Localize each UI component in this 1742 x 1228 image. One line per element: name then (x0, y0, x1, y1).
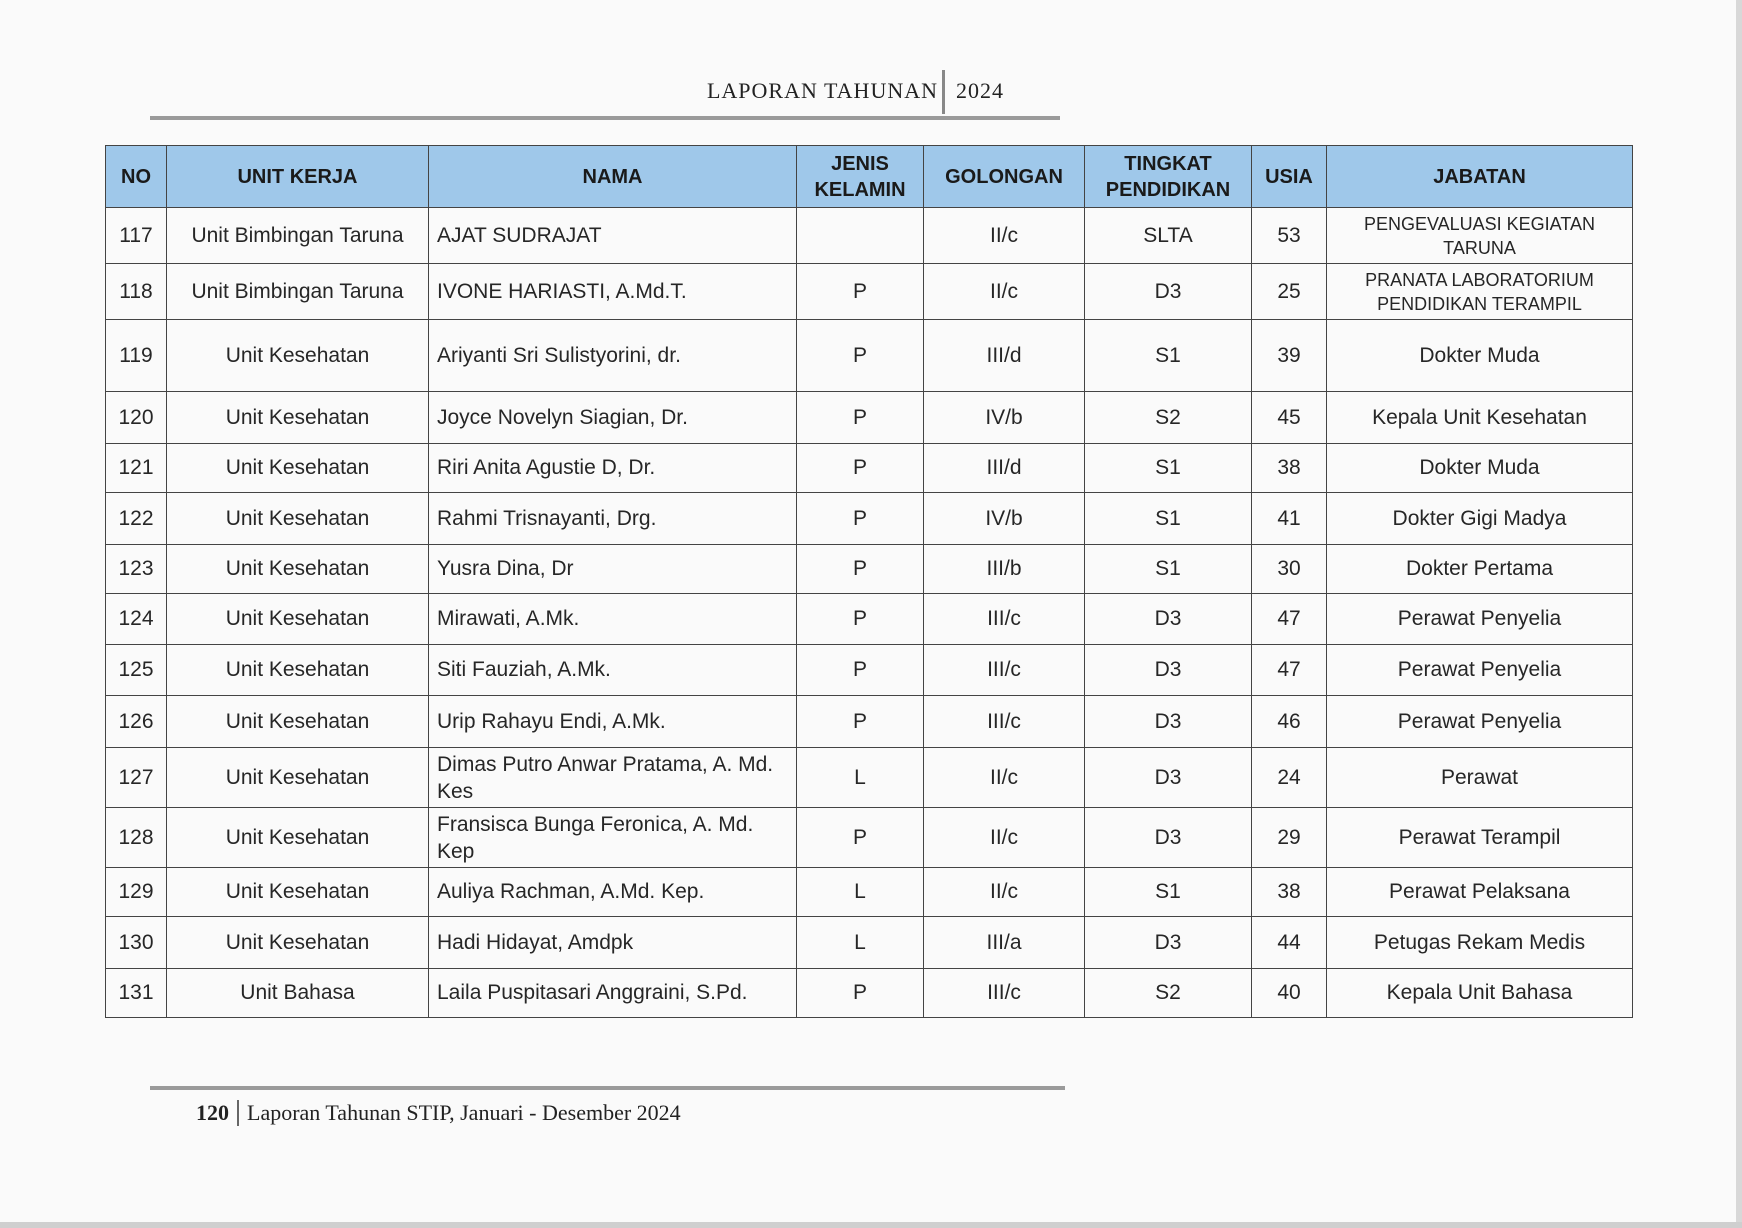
cell-jabatan: Perawat Penyelia (1327, 645, 1633, 696)
cell-jabatan: Perawat Penyelia (1327, 696, 1633, 748)
cell-nama: Laila Puspitasari Anggraini, S.Pd. (429, 969, 797, 1018)
cell-golongan: III/c (924, 645, 1085, 696)
cell-usia: 53 (1252, 208, 1327, 264)
cell-tingkat-pendidikan: D3 (1085, 594, 1252, 645)
table-row (106, 264, 1633, 320)
cell-no: 117 (106, 208, 167, 264)
footer-separator (237, 1100, 239, 1126)
column-header-usia: USIA (1252, 146, 1327, 208)
table-header-row (106, 146, 1633, 208)
column-header-jenis-kelamin: JENIS KELAMIN (797, 146, 924, 208)
cell-nama: Dimas Putro Anwar Pratama, A. Md. Kes (429, 748, 797, 808)
cell-golongan: III/c (924, 696, 1085, 748)
cell-tingkat-pendidikan: D3 (1085, 645, 1252, 696)
table-row (106, 868, 1633, 917)
table-row (106, 545, 1633, 594)
cell-usia: 30 (1252, 545, 1327, 594)
cell-golongan: III/b (924, 545, 1085, 594)
cell-unit-kerja: Unit Kesehatan (167, 808, 429, 868)
cell-unit-kerja: Unit Kesehatan (167, 320, 429, 392)
cell-jabatan: Perawat Pelaksana (1327, 868, 1633, 917)
cell-golongan: IV/b (924, 493, 1085, 545)
table-row (106, 748, 1633, 808)
cell-golongan: III/d (924, 320, 1085, 392)
cell-tingkat-pendidikan: S2 (1085, 969, 1252, 1018)
header-rule (150, 116, 1060, 120)
cell-jenis-kelamin (797, 208, 924, 264)
cell-usia: 39 (1252, 320, 1327, 392)
column-header-nama: NAMA (429, 146, 797, 208)
cell-jabatan: PRANATA LABORATORIUM PENDIDIKAN TERAMPIL (1327, 264, 1633, 320)
cell-no: 131 (106, 969, 167, 1018)
cell-nama: AJAT SUDRAJAT (429, 208, 797, 264)
cell-nama: Yusra Dina, Dr (429, 545, 797, 594)
cell-golongan: II/c (924, 208, 1085, 264)
cell-jenis-kelamin: L (797, 917, 924, 969)
cell-tingkat-pendidikan: S1 (1085, 444, 1252, 493)
cell-golongan: II/c (924, 264, 1085, 320)
column-header-unit-kerja: UNIT KERJA (167, 146, 429, 208)
cell-usia: 29 (1252, 808, 1327, 868)
table-row (106, 444, 1633, 493)
cell-usia: 45 (1252, 392, 1327, 444)
staff-table-wrapper (105, 145, 1632, 1018)
cell-no: 126 (106, 696, 167, 748)
cell-unit-kerja: Unit Kesehatan (167, 645, 429, 696)
cell-usia: 38 (1252, 868, 1327, 917)
cell-jabatan: Perawat (1327, 748, 1633, 808)
cell-usia: 25 (1252, 264, 1327, 320)
cell-jenis-kelamin: P (797, 696, 924, 748)
cell-nama: Siti Fauziah, A.Mk. (429, 645, 797, 696)
footer-page-number: 120 (196, 1100, 229, 1125)
cell-tingkat-pendidikan: S1 (1085, 320, 1252, 392)
cell-jabatan: PENGEVALUASI KEGIATAN TARUNA (1327, 208, 1633, 264)
cell-golongan: III/c (924, 594, 1085, 645)
cell-no: 122 (106, 493, 167, 545)
cell-unit-kerja: Unit Kesehatan (167, 917, 429, 969)
cell-jenis-kelamin: P (797, 594, 924, 645)
table-row (106, 969, 1633, 1018)
cell-nama: Hadi Hidayat, Amdpk (429, 917, 797, 969)
column-header-tingkat-pendidikan: TINGKAT PENDIDIKAN (1085, 146, 1252, 208)
cell-jenis-kelamin: P (797, 392, 924, 444)
cell-unit-kerja: Unit Kesehatan (167, 696, 429, 748)
cell-golongan: IV/b (924, 392, 1085, 444)
page-footer (150, 1086, 1065, 1126)
header-title: LAPORAN TAHUNAN (706, 78, 938, 103)
cell-no: 124 (106, 594, 167, 645)
scan-edge-right (1736, 0, 1742, 1228)
cell-golongan: II/c (924, 808, 1085, 868)
cell-tingkat-pendidikan: D3 (1085, 748, 1252, 808)
table-row (106, 808, 1633, 868)
table-body (106, 208, 1633, 1018)
cell-tingkat-pendidikan: D3 (1085, 808, 1252, 868)
table-row (106, 392, 1633, 444)
cell-unit-kerja: Unit Kesehatan (167, 868, 429, 917)
cell-unit-kerja: Unit Bahasa (167, 969, 429, 1018)
table-row (106, 320, 1633, 392)
cell-jabatan: Dokter Muda (1327, 444, 1633, 493)
cell-golongan: III/c (924, 969, 1085, 1018)
table-row (106, 208, 1633, 264)
cell-golongan: II/c (924, 748, 1085, 808)
cell-usia: 41 (1252, 493, 1327, 545)
cell-nama: Urip Rahayu Endi, A.Mk. (429, 696, 797, 748)
column-header-jabatan: JABATAN (1327, 146, 1633, 208)
cell-usia: 47 (1252, 645, 1327, 696)
cell-jenis-kelamin: P (797, 320, 924, 392)
cell-no: 119 (106, 320, 167, 392)
cell-usia: 38 (1252, 444, 1327, 493)
cell-nama: Fransisca Bunga Feronica, A. Md. Kep (429, 808, 797, 868)
cell-jabatan: Dokter Gigi Madya (1327, 493, 1633, 545)
cell-usia: 44 (1252, 917, 1327, 969)
cell-jenis-kelamin: P (797, 545, 924, 594)
cell-no: 130 (106, 917, 167, 969)
cell-no: 123 (106, 545, 167, 594)
cell-jenis-kelamin: P (797, 264, 924, 320)
cell-usia: 24 (1252, 748, 1327, 808)
column-header-no: NO (106, 146, 167, 208)
cell-nama: IVONE HARIASTI, A.Md.T. (429, 264, 797, 320)
column-header-golongan: GOLONGAN (924, 146, 1085, 208)
cell-unit-kerja: Unit Kesehatan (167, 748, 429, 808)
cell-tingkat-pendidikan: S2 (1085, 392, 1252, 444)
cell-jenis-kelamin: P (797, 493, 924, 545)
cell-tingkat-pendidikan: S1 (1085, 493, 1252, 545)
cell-jabatan: Perawat Terampil (1327, 808, 1633, 868)
cell-tingkat-pendidikan: S1 (1085, 868, 1252, 917)
cell-jabatan: Dokter Muda (1327, 320, 1633, 392)
cell-tingkat-pendidikan: SLTA (1085, 208, 1252, 264)
cell-nama: Rahmi Trisnayanti, Drg. (429, 493, 797, 545)
cell-jenis-kelamin: P (797, 808, 924, 868)
footer-caption: Laporan Tahunan STIP, Januari - Desember 2024 (247, 1100, 681, 1125)
cell-unit-kerja: Unit Kesehatan (167, 493, 429, 545)
cell-usia: 40 (1252, 969, 1327, 1018)
header-year: 2024 (956, 78, 1004, 103)
table-row (106, 917, 1633, 969)
cell-jenis-kelamin: P (797, 645, 924, 696)
cell-unit-kerja: Unit Kesehatan (167, 545, 429, 594)
cell-nama: Ariyanti Sri Sulistyorini, dr. (429, 320, 797, 392)
cell-nama: Joyce Novelyn Siagian, Dr. (429, 392, 797, 444)
cell-usia: 46 (1252, 696, 1327, 748)
cell-unit-kerja: Unit Kesehatan (167, 594, 429, 645)
footer-text (150, 1100, 1065, 1126)
cell-jabatan: Dokter Pertama (1327, 545, 1633, 594)
cell-unit-kerja: Unit Kesehatan (167, 444, 429, 493)
cell-no: 120 (106, 392, 167, 444)
cell-no: 128 (106, 808, 167, 868)
cell-tingkat-pendidikan: D3 (1085, 917, 1252, 969)
cell-golongan: II/c (924, 868, 1085, 917)
cell-jenis-kelamin: P (797, 444, 924, 493)
staff-table (105, 145, 1633, 1018)
cell-unit-kerja: Unit Bimbingan Taruna (167, 264, 429, 320)
cell-nama: Auliya Rachman, A.Md. Kep. (429, 868, 797, 917)
cell-tingkat-pendidikan: D3 (1085, 696, 1252, 748)
cell-usia: 47 (1252, 594, 1327, 645)
cell-jenis-kelamin: P (797, 969, 924, 1018)
page-header (150, 68, 1060, 120)
cell-unit-kerja: Unit Bimbingan Taruna (167, 208, 429, 264)
scan-edge-bottom (0, 1222, 1742, 1228)
table-row (106, 645, 1633, 696)
cell-no: 121 (106, 444, 167, 493)
cell-no: 118 (106, 264, 167, 320)
cell-nama: Mirawati, A.Mk. (429, 594, 797, 645)
cell-golongan: III/d (924, 444, 1085, 493)
cell-no: 125 (106, 645, 167, 696)
cell-tingkat-pendidikan: D3 (1085, 264, 1252, 320)
table-row (106, 594, 1633, 645)
cell-jenis-kelamin: L (797, 868, 924, 917)
cell-nama: Riri Anita Agustie D, Dr. (429, 444, 797, 493)
table-row (106, 696, 1633, 748)
cell-no: 127 (106, 748, 167, 808)
table-row (106, 493, 1633, 545)
cell-tingkat-pendidikan: S1 (1085, 545, 1252, 594)
cell-no: 129 (106, 868, 167, 917)
cell-golongan: III/a (924, 917, 1085, 969)
cell-jabatan: Petugas Rekam Medis (1327, 917, 1633, 969)
cell-unit-kerja: Unit Kesehatan (167, 392, 429, 444)
cell-jabatan: Kepala Unit Kesehatan (1327, 392, 1633, 444)
footer-rule (150, 1086, 1065, 1090)
cell-jabatan: Perawat Penyelia (1327, 594, 1633, 645)
cell-jenis-kelamin: L (797, 748, 924, 808)
cell-jabatan: Kepala Unit Bahasa (1327, 969, 1633, 1018)
header-divider (942, 70, 945, 114)
